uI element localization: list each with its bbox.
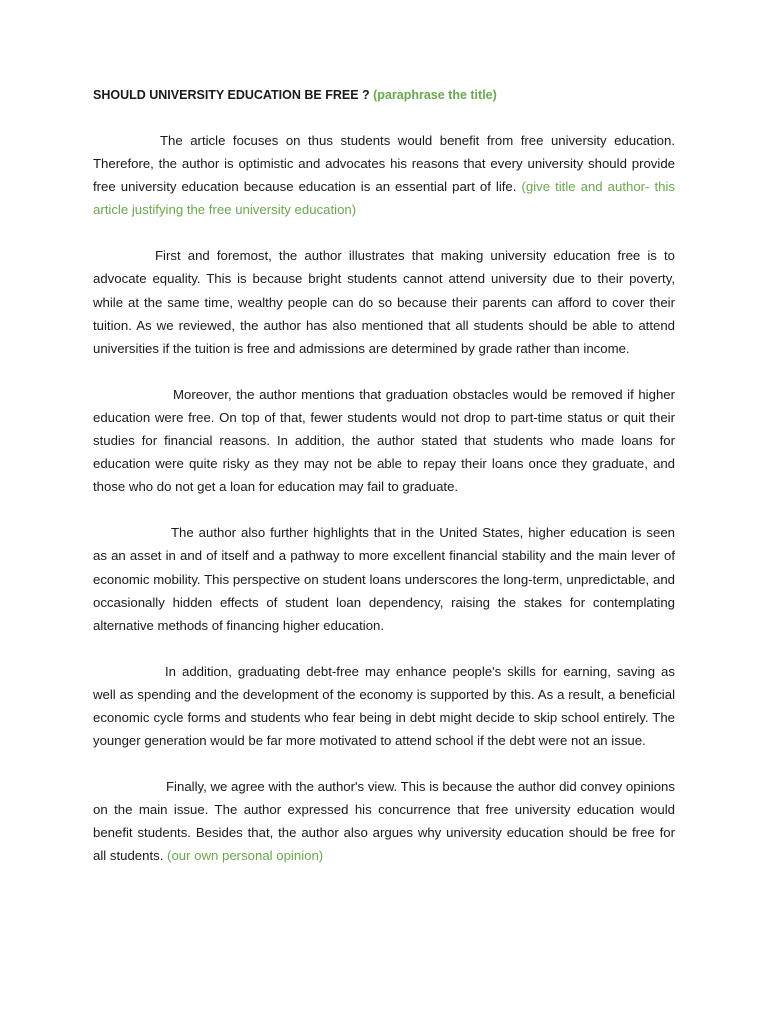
paragraph-text: First and foremost, the author illustrates that making university education free is to advocate equality. This is because bright students cannot attend university due to their poverty, while at the same time, wealthy people can do so because their parents can afford to cover their tuition. As we reviewed, the author has also mentioned that all students should be able to attend universities if the tuition is free and admissions are determined by grade rather than income.: [93, 248, 675, 356]
paragraph-note: (our own personal opinion): [167, 848, 324, 864]
document-title: [93, 84, 675, 107]
paragraph-text: Finally, we agree with the author's view. This is because the author did convey opinions on the main issue. The author expressed his concurrence that free university education would benefit students. Besides that, the author also argues why university education should be free for all students.: [93, 779, 675, 864]
paragraph-text: The article focuses on thus students would benefit from free university education. Therefore, the author is optimistic and advocates his reasons that every university should provide free university education because education is an essential part of life.: [93, 133, 675, 195]
paragraph-text: Moreover, the author mentions that graduation obstacles would be removed if higher education were free. On top of that, fewer students would not drop to part-time status or quit their studies for financial reasons. In addition, the author stated that students who made loans for education were quite risky as they may not be able to repay their loans once they graduate, and those who do not get a loan for education may fail to graduate.: [93, 386, 675, 495]
paragraph-text: The author also further highlights that in the United States, higher education is seen as an asset in and of itself and a pathway to more excellent financial stability and the main lever of economic mobility. This perspective on student loans underscores the long-term, unpredictable, and occasionally hidden effects of student loan dependency, raising the stakes for contemplating alternative methods of financing higher education.: [93, 525, 675, 633]
paragraph-3: [93, 383, 675, 498]
paragraph-note: (give title and author- this article justifying the free university education): [93, 179, 675, 218]
paragraph-5: [93, 660, 675, 752]
paragraph-4: [93, 521, 675, 636]
paragraph-text: In addition, graduating debt-free may enhance people's skills for earning, saving as well as spending and the development of the economy is supported by this. As a result, a beneficial economic cycle forms and students who fear being in debt might decide to skip school entirely. The younger generation would be far more motivated to attend school if the debt were not an issue.: [93, 663, 675, 749]
document-page: [93, 84, 675, 891]
paragraph-6: [93, 775, 675, 867]
title-note: (paraphrase the title): [373, 88, 497, 102]
title-text: SHOULD UNIVERSITY EDUCATION BE FREE ?: [93, 88, 370, 102]
paragraph-1: [93, 129, 675, 221]
paragraph-2: [93, 244, 675, 359]
